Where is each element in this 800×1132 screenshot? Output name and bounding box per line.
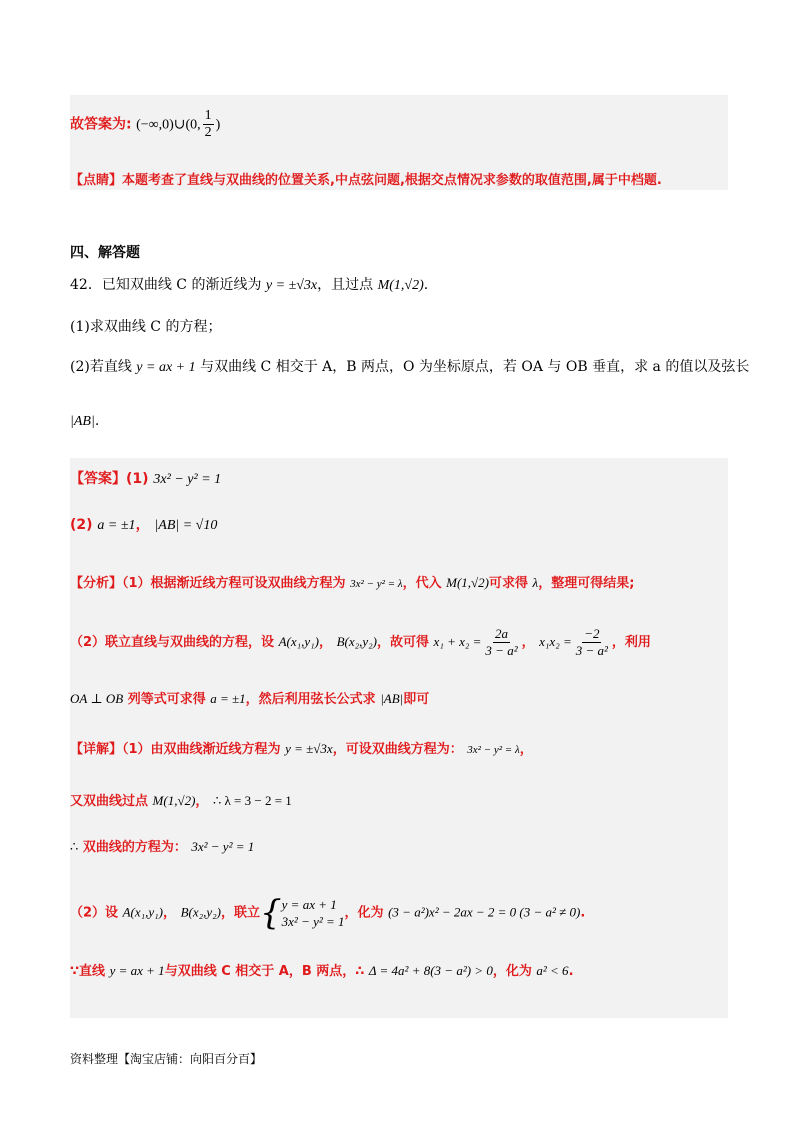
part2-body: 与双曲线 C 相交于 A，B 两点，O 为坐标原点，若 OA 与 OB 垂直，求 a 的值以及弦长 — [200, 359, 750, 375]
section-title: 四、解答题 — [70, 245, 140, 261]
quadratic-eq: (3 − a²)x² − 2ax − 2 = 0 (3 − a² ≠ 0) — [388, 904, 581, 920]
detail-d5-end: . — [580, 905, 586, 921]
detail-d6-a: 直线 — [79, 964, 106, 979]
prod-fraction: $\frac{-2}{\text{3 − a²}}$ — [575, 626, 608, 658]
sum-lhs: x₁ + x₂ = — [433, 634, 482, 649]
detail-point-a: A(x₁,y₁) — [122, 904, 164, 920]
analysis-line-3 — [70, 690, 429, 709]
detail-label: 【详解】 — [70, 742, 123, 757]
detail-d6-b: 与双曲线 C 相交于 A，B 两点，∴ — [164, 964, 365, 979]
answer-label-2: (2) — [70, 517, 93, 533]
detail-d1: （1）由双曲线渐近线方程为 — [122, 742, 281, 757]
answer-line-2 — [70, 516, 217, 535]
analysis-t8: 列等式可求得 — [127, 692, 206, 707]
system-line-1: y = ax + 1 — [281, 897, 337, 912]
answer-line-1 — [70, 470, 221, 489]
point-b: B(x₂,y₂) — [336, 634, 377, 649]
problem-intro: 已知双曲线 C 的渐近线为 — [101, 277, 262, 293]
point-m: M(1,√2) — [377, 278, 424, 293]
problem-part2 — [70, 358, 749, 377]
analysis-line-2 — [70, 626, 651, 659]
prev-comment — [70, 172, 662, 190]
analysis-lambda: λ — [532, 575, 539, 590]
detail-hyperbola-eq: 3x² − y² = 1 — [191, 839, 255, 854]
line-eq: y = ax + 1 — [136, 360, 196, 375]
problem-number: 42． — [70, 277, 102, 293]
analysis-t6: ，故可得 — [377, 635, 430, 650]
detail-point-b: B(x₂,y₂) — [180, 904, 221, 920]
analysis-t9: ，然后利用弦长公式求 — [245, 692, 376, 707]
detail-line-2 — [70, 792, 292, 811]
detail-d5-d: ，化为 — [344, 905, 384, 921]
therefore-symbol: ∴ — [70, 839, 79, 854]
problem-end: . — [423, 277, 429, 293]
sum-fraction: $\frac{2a}{\text{3 − a²}}$ — [485, 626, 518, 658]
detail-point-m: M(1,√2) — [152, 793, 196, 808]
detail-d5-c: ，联立 — [221, 905, 261, 921]
analysis-t10: 即可 — [403, 692, 430, 707]
answer-a-val: a = ±1 — [97, 518, 136, 533]
part2-lead: (2)若直线 — [70, 359, 132, 375]
analysis-label: 【分析】 — [70, 576, 123, 591]
problem-mid: ，且过点 — [317, 277, 374, 293]
prod-lhs: x₁x₂ = — [539, 634, 572, 649]
a-squared-bound: a² < 6 — [536, 963, 569, 978]
prev-answer-close: ) — [215, 117, 221, 133]
answer-eq1: 3x² − y² = 1 — [153, 472, 222, 487]
detail-line-5 — [70, 962, 574, 981]
detail-d6-c: ，化为 — [492, 964, 532, 979]
detail-d3: 又双曲线过点 — [70, 794, 149, 809]
detail-d4: 双曲线的方程为： — [82, 840, 187, 855]
detail-d6-end: . — [568, 964, 574, 979]
prev-answer-label: 故答案为: — [70, 116, 132, 133]
answer-block — [70, 458, 728, 1018]
detail-line-eq: y = ax + 1 — [109, 963, 165, 978]
because-symbol: ∵ — [70, 964, 80, 979]
prev-comment-text: 本题考查了直线与双曲线的位置关系,中点弦问题,根据交点情况求参数的取值范围,属于中档题. — [122, 173, 662, 188]
equation-system: { y = ax + 1 3x² − y² = 1 — [260, 893, 345, 933]
problem-stem — [70, 276, 428, 295]
detail-hyperbola-lambda: 3x² − y² = λ — [467, 744, 520, 756]
analysis-t4: ，整理可得结果; — [538, 576, 635, 591]
detail-line-3 — [70, 838, 254, 857]
footer-credit: 资料整理【淘宝店铺：向阳百分百】 — [70, 1052, 263, 1066]
analysis-sep: ， — [319, 635, 333, 650]
analysis-sep-2: ， — [521, 635, 535, 650]
detail-lambda-val: ∴ λ = 3 − 2 = 1 — [212, 793, 292, 808]
answer-label: 【答案】(1) — [70, 471, 149, 487]
analysis-ab: |AB| — [380, 691, 404, 706]
detail-d5: （2）设 — [70, 905, 119, 921]
analysis-t2-math: M(1,√2) — [446, 575, 489, 590]
prev-answer-math: (−∞,0)∪(0, — [136, 117, 201, 133]
detail-d5-sep: ， — [163, 905, 177, 921]
analysis-t2: ，代入 — [402, 576, 442, 591]
system-line-2: 3x² − y² = 1 — [281, 914, 345, 929]
analysis-line-1 — [70, 574, 634, 593]
prev-answer-line — [70, 108, 220, 141]
answer-comma: ， — [135, 517, 150, 533]
detail-d2-end: ， — [519, 742, 533, 757]
answer-ab-val: |AB| = √10 — [154, 518, 218, 533]
analysis-t3: 可求得 — [489, 576, 529, 591]
analysis-t1-math: 3x² − y² = λ — [350, 578, 403, 590]
detail-line-4 — [70, 893, 586, 933]
detail-d3-sep: ， — [195, 794, 209, 809]
detail-d2: ，可设双曲线方程为： — [332, 742, 463, 757]
analysis-a-val: a = ±1 — [210, 691, 246, 706]
analysis-t7: ，利用 — [611, 635, 651, 650]
detail-line-1 — [70, 740, 533, 759]
point-a: A(x₁,y₁) — [278, 634, 320, 649]
chord-end: . — [94, 413, 100, 429]
problem-part1: (1)求双曲线 C 的方程； — [70, 319, 222, 335]
prev-comment-label: 【点睛】 — [70, 173, 123, 188]
prev-answer-fraction: $\frac{1}{2}$ — [204, 108, 212, 140]
detail-asymptote: y = ±√3x — [285, 741, 333, 756]
asymptote-eq: y = ±√3x — [265, 278, 318, 293]
discriminant: Δ = 4a² + 8(3 − a²) > 0 — [368, 963, 493, 978]
analysis-t5: （2）联立直线与双曲线的方程，设 — [70, 635, 275, 650]
analysis-t1: （1）根据渐近线方程可设双曲线方程为 — [122, 576, 346, 591]
problem-chord — [70, 412, 99, 431]
chord-ab: |AB| — [70, 414, 95, 429]
perp-condition: OA ⊥ OB — [70, 691, 124, 706]
